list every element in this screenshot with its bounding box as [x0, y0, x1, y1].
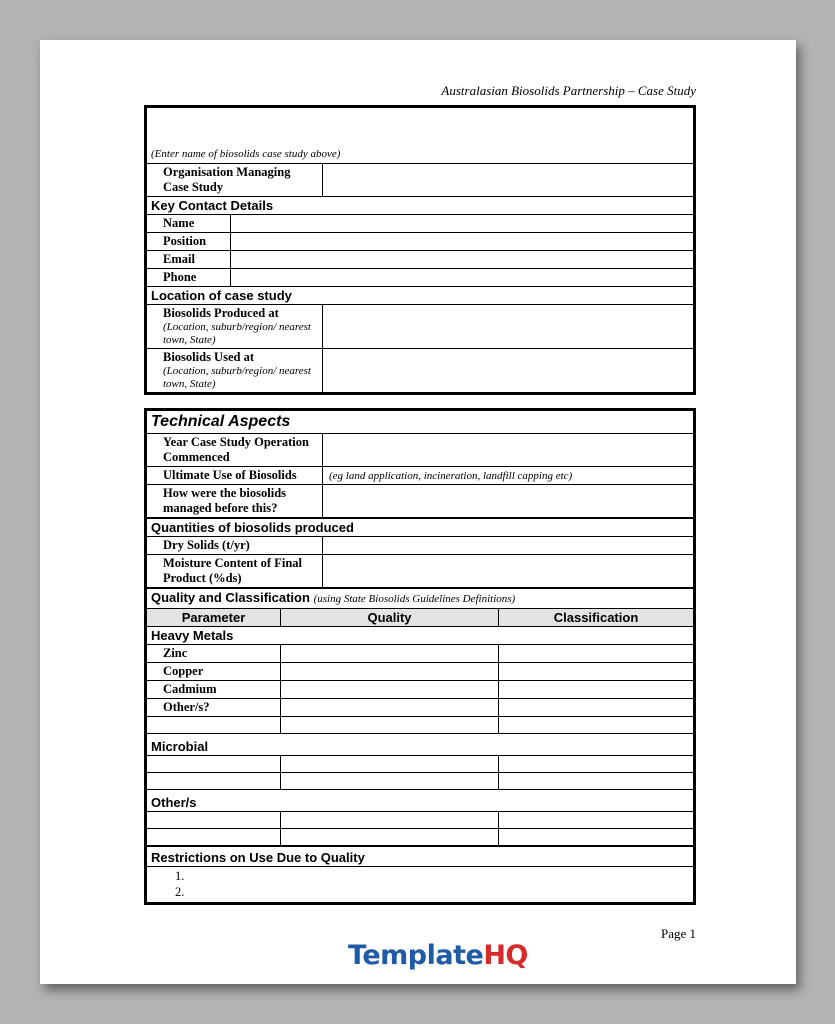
used-at-field[interactable] — [323, 349, 694, 393]
page-header: Australasian Biosolids Partnership – Case Study — [441, 83, 696, 98]
year-label: Year Case Study Operation Commenced — [147, 434, 323, 467]
col-quality: Quality — [281, 609, 499, 627]
produced-at-label — [147, 305, 323, 349]
metal-extra-classification-field[interactable] — [499, 717, 694, 734]
restrictions-heading: Restrictions on Use Due to Quality — [147, 846, 694, 867]
metal-cadmium-label: Cadmium — [147, 681, 281, 699]
ultimate-use-label: Ultimate Use of Biosolids — [147, 467, 323, 485]
microbial-classification-field-1[interactable] — [499, 756, 694, 773]
microbial-param-field-1[interactable] — [147, 756, 281, 773]
other-metal-quality-field[interactable] — [281, 699, 499, 717]
restriction-item-1: 1. — [175, 868, 185, 883]
microbial-heading: Microbial — [147, 734, 694, 756]
others-quality-field-1[interactable] — [281, 812, 499, 829]
case-study-name-field[interactable] — [147, 108, 694, 164]
templatehq-logo — [348, 940, 528, 971]
contact-position-field[interactable] — [231, 233, 694, 251]
metal-other-label: Other/s? — [147, 699, 281, 717]
used-at-hint: (Location, suburb/region/ nearest town, State) — [163, 365, 311, 390]
col-classification: Classification — [499, 609, 694, 627]
quantities-heading: Quantities of biosolids produced — [147, 518, 694, 537]
managed-before-label: How were the biosolids managed before this? — [147, 485, 323, 519]
others-classification-field-2[interactable] — [499, 829, 694, 846]
quality-heading-text: Quality and Classification — [151, 590, 310, 605]
copper-quality-field[interactable] — [281, 663, 499, 681]
restrictions-list[interactable] — [147, 866, 694, 902]
metal-zinc-label: Zinc — [147, 645, 281, 663]
others-classification-field-1[interactable] — [499, 812, 694, 829]
produced-at-text: Biosolids Produced at — [163, 306, 279, 320]
document-page — [40, 40, 796, 984]
produced-at-hint: (Location, suburb/region/ nearest town, State) — [163, 321, 311, 346]
metal-copper-label: Copper — [147, 663, 281, 681]
zinc-quality-field[interactable] — [281, 645, 499, 663]
heavy-metals-heading: Heavy Metals — [147, 627, 694, 645]
contact-email-field[interactable] — [231, 251, 694, 269]
microbial-quality-field-1[interactable] — [281, 756, 499, 773]
col-parameter: Parameter — [147, 609, 281, 627]
copper-classification-field[interactable] — [499, 663, 694, 681]
cadmium-quality-field[interactable] — [281, 681, 499, 699]
org-label: Organisation Managing Case Study — [147, 164, 323, 197]
produced-at-field[interactable] — [323, 305, 694, 349]
microbial-param-field-2[interactable] — [147, 773, 281, 790]
contact-position-label: Position — [147, 233, 231, 251]
restriction-item-2: 2. — [175, 884, 185, 899]
zinc-classification-field[interactable] — [499, 645, 694, 663]
contact-name-field[interactable] — [231, 215, 694, 233]
others-heading: Other/s — [147, 790, 694, 812]
logo-part-hq: HQ — [483, 940, 528, 971]
used-at-label — [147, 349, 323, 393]
others-param-field-2[interactable] — [147, 829, 281, 846]
contact-name-label: Name — [147, 215, 231, 233]
ultimate-use-hint: (eg land application, incineration, landfill capping etc) — [329, 470, 573, 482]
key-contact-heading: Key Contact Details — [147, 197, 694, 215]
ultimate-use-field[interactable] — [323, 467, 694, 485]
contact-phone-field[interactable] — [231, 269, 694, 287]
other-metal-classification-field[interactable] — [499, 699, 694, 717]
moisture-label: Moisture Content of Final Product (%ds) — [147, 555, 323, 589]
metal-extra-quality-field[interactable] — [281, 717, 499, 734]
quality-heading — [147, 588, 694, 609]
location-heading: Location of case study — [147, 287, 694, 305]
cadmium-classification-field[interactable] — [499, 681, 694, 699]
managed-before-field[interactable] — [323, 485, 694, 519]
others-quality-field-2[interactable] — [281, 829, 499, 846]
others-param-field-1[interactable] — [147, 812, 281, 829]
logo-part-template: Template — [348, 940, 484, 971]
contact-phone-label: Phone — [147, 269, 231, 287]
technical-aspects-heading: Technical Aspects — [147, 411, 694, 434]
year-field[interactable] — [323, 434, 694, 467]
case-study-details-box — [144, 105, 696, 395]
moisture-field[interactable] — [323, 555, 694, 589]
quality-note: (using State Biosolids Guidelines Definitions) — [313, 593, 516, 605]
case-study-name-hint: (Enter name of biosolids case study above) — [151, 148, 341, 160]
technical-aspects-box — [144, 408, 696, 905]
page-number: Page 1 — [660, 926, 696, 941]
microbial-classification-field-2[interactable] — [499, 773, 694, 790]
microbial-quality-field-2[interactable] — [281, 773, 499, 790]
dry-solids-field[interactable] — [323, 537, 694, 555]
dry-solids-label: Dry Solids (t/yr) — [147, 537, 323, 555]
used-at-text: Biosolids Used at — [163, 350, 254, 364]
metal-extra-param-field[interactable] — [147, 717, 281, 734]
contact-email-label: Email — [147, 251, 231, 269]
org-field[interactable] — [323, 164, 694, 197]
